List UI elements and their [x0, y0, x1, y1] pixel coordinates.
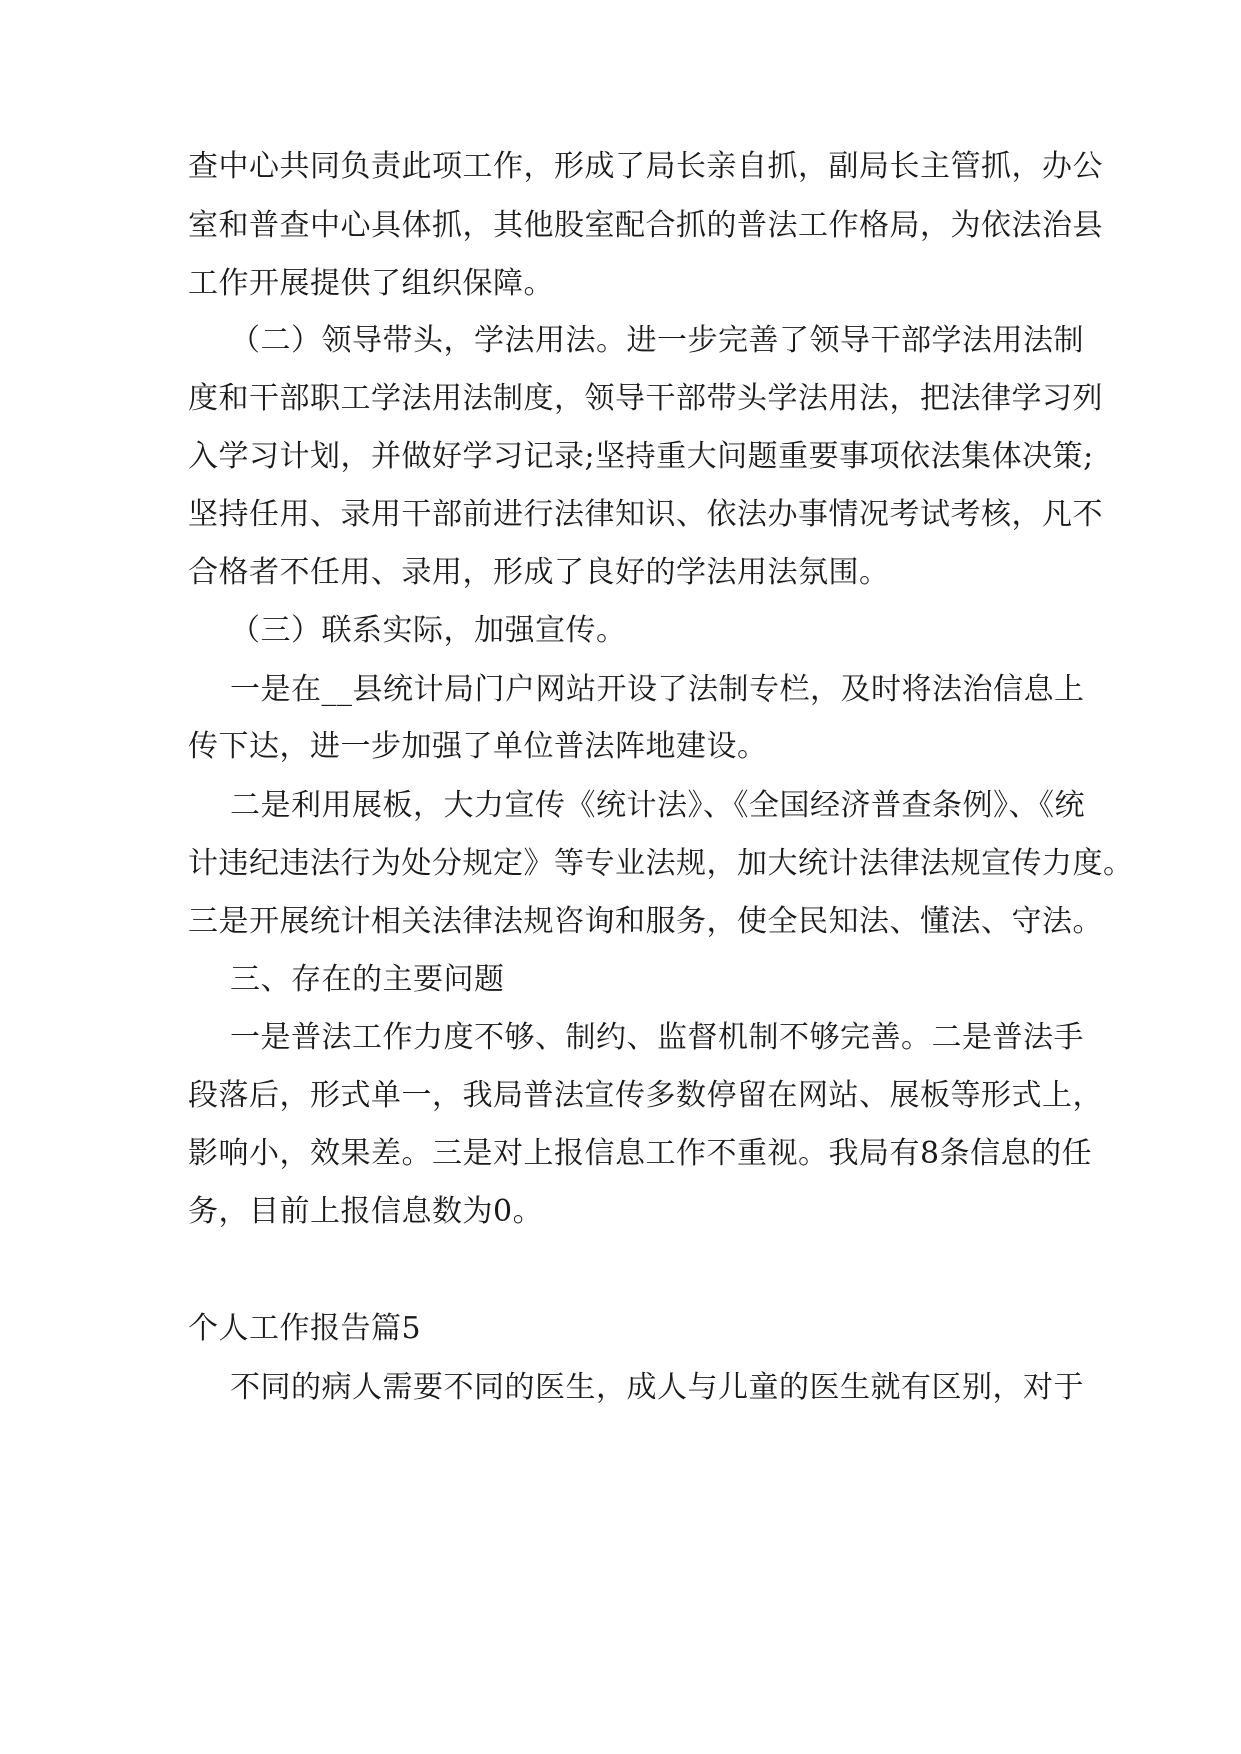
body-text-line: 传下达，进一步加强了单位普法阵地建设。	[188, 729, 768, 764]
body-text-line: 度和干部职工学法用法制度，领导干部带头学法用法，把法律学习列	[188, 381, 1103, 416]
body-text-line: 室和普查中心具体抓，其他股室配合抓的普法工作格局，为依法治县	[188, 208, 1103, 243]
section-heading-2: （二）领导带头，学法用法。进一步完善了领导干部学法用法制	[230, 323, 1084, 358]
body-text-line: 影响小，效果差。三是对上报信息工作不重视。我局有8条信息的任	[188, 1136, 1093, 1171]
body-text-line: 合格者不任用、录用，形成了良好的学法用法氛围。	[188, 555, 890, 590]
body-text-line: 入学习计划，并做好学习记录;坚持重大问题重要事项依法集体决策;	[188, 439, 1094, 474]
body-text-line: 查中心共同负责此项工作，形成了局长亲自抓，副局长主管抓，办公	[188, 149, 1103, 184]
body-text-line: 工作开展提供了组织保障。	[188, 266, 554, 301]
section-heading-3: （三）联系实际，加强宣传。	[230, 613, 627, 648]
body-text-line: 三是开展统计相关法律法规咨询和服务，使全民知法、懂法、守法。	[188, 904, 1103, 939]
body-text-line: 段落后，形式单一，我局普法宣传多数停留在网站、展板等形式上，	[188, 1078, 1103, 1113]
body-text-line: 二是利用展板，大力宣传《统计法》、《全国经济普查条例》、《统	[230, 788, 1085, 823]
body-text-line: 不同的病人需要不同的医生，成人与儿童的医生就有区别，对于	[230, 1370, 1084, 1405]
body-text-line: 一是普法工作力度不够、制约、监督机制不够完善。二是普法手	[230, 1020, 1084, 1055]
body-text-line: 一是在__县统计局门户网站开设了法制专栏，及时将法治信息上	[230, 672, 1085, 707]
body-text-line: 坚持任用、录用干部前进行法律知识、依法办事情况考试考核，凡不	[188, 497, 1103, 532]
body-text-line: 务，目前上报信息数为0。	[188, 1194, 544, 1229]
report-title: 个人工作报告篇5	[188, 1311, 422, 1346]
body-text-line: 计违纪违法行为处分规定》等专业法规，加大统计法律法规宣传力度。	[188, 846, 1134, 881]
section-heading-problems: 三、存在的主要问题	[230, 962, 505, 997]
